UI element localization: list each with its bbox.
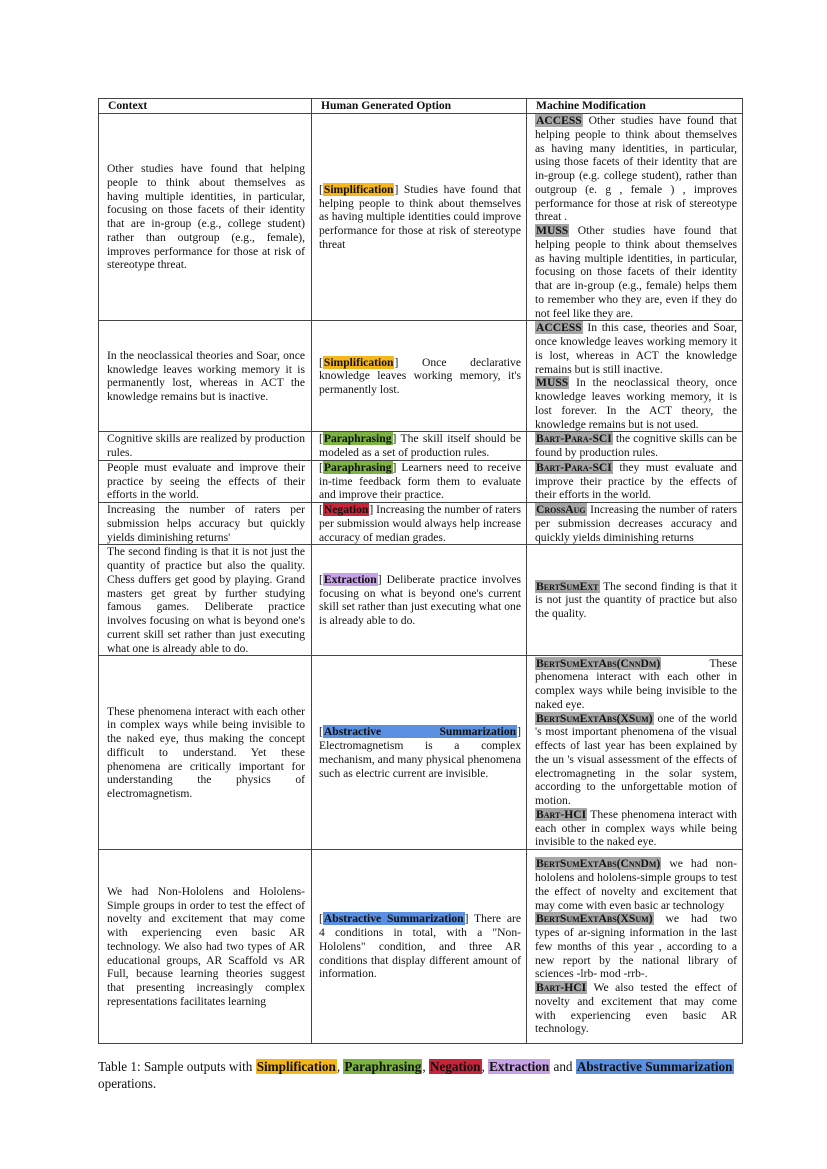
machine-modification-cell (527, 460, 743, 502)
context-cell (99, 114, 312, 321)
machine-output (535, 503, 737, 544)
table-row (99, 850, 743, 1044)
context-text: Cognitive skills are realized by production rules. (107, 432, 305, 459)
model-label: Bart-HCI (536, 981, 587, 995)
human-option-cell: [Paraphrasing] The skill itself should be modeled as a set of production rules. (312, 432, 527, 461)
caption-prefix: Table 1: Sample outputs with (98, 1059, 256, 1074)
model-output-text: Other studies have found that helping people to think about themselves as having multiple identities, in particular, focusing on those facets of their identity that are in-group (e.g., female) helps them to remember who they are, even if they do not feel like they are. (535, 224, 737, 320)
model-label: Bart-Para-SCI (536, 460, 612, 474)
human-option-text: Learners need to receive in-time feedback form them to evaluate and improve their practice. (319, 460, 521, 502)
operation-tag: Abstractive Summarization (323, 725, 517, 739)
model-output-text: we had non-hololens and hololens-simple groups to test the effect of novelty and excitement that may come with even basic ar technology (535, 857, 737, 912)
model-label: BertSumExt (536, 579, 599, 593)
context-cell (99, 503, 312, 545)
caption-and: and (553, 1059, 573, 1074)
machine-modification-cell (527, 545, 743, 656)
machine-output (535, 808, 737, 849)
model-output-text: the cognitive skills can be found by production rules. (535, 432, 737, 459)
machine-output (535, 912, 737, 981)
human-option-cell: [Simplification] Studies have found that helping people to think about themselves as having multiple identities could improve performance for those at risk of stereotype threat (312, 114, 527, 321)
table-body (99, 114, 743, 1044)
human-option-cell: [Paraphrasing] Learners need to receive in-time feedback form them to evaluate and improve their practice. (312, 460, 527, 502)
operation-tag: Paraphrasing (323, 460, 392, 474)
human-option-cell: [Simplification] Once declarative knowledge leaves working memory, it's permanently lost. (312, 321, 527, 432)
caption-tag-extraction: Extraction (489, 1059, 550, 1074)
model-label: MUSS (536, 224, 569, 237)
human-option-cell: [Abstractive Summarization] There are 4 conditions in total, with a "Non-Hololens" condition, and three AR conditions that display different amount of information. (312, 850, 527, 1044)
caption-tag-abstractive-summarization: Abstractive Summarization (576, 1059, 733, 1074)
human-option-text: There are 4 conditions in total, with a "Non-Hololens" condition, and three AR conditions that display different amount of information. (319, 912, 521, 981)
model-output-text: Other studies have found that helping people to think about themselves as having many identities, in particular, using those facets of their identity that are in-group (e.g. college student), rather than outgroup (e. g , female ) , improves performance for those at risk of stereotype threat . (535, 114, 738, 224)
model-label: MUSS (536, 376, 569, 390)
table-row (99, 432, 743, 461)
machine-modification-cell (527, 850, 743, 1044)
machine-output (535, 224, 737, 320)
model-label: ACCESS (536, 114, 582, 127)
machine-modification-cell (527, 656, 743, 850)
context-cell (99, 850, 312, 1044)
context-text: These phenomena interact with each other in complex ways while being invisible to the naked eye, thus making the concept difficult to understand. Yet these phenomena are critically important for understanding the physics of electromagnetism. (107, 704, 305, 801)
machine-modification-cell (527, 432, 743, 461)
model-label: Bart-HCI (536, 807, 587, 821)
machine-output (535, 857, 737, 912)
machine-output (535, 321, 737, 376)
machine-modification-cell (527, 114, 743, 321)
operation-tag: Abstractive Summarization (323, 912, 464, 926)
operation-tag: Extraction (323, 572, 377, 586)
machine-output (535, 376, 737, 431)
context-cell (99, 432, 312, 461)
model-label: BertSumExtAbs(XSum) (536, 912, 653, 926)
human-option-text: Deliberate practice involves focusing on what is beyond one's current skill set rather than just executing what one is already able to do. (319, 572, 522, 627)
header-context: Context (99, 99, 312, 114)
machine-output (535, 712, 737, 808)
context-text: Other studies have found that helping people to think about themselves as having multiple identities, in particular, focusing on those facets of their identity that are in-group (e.g., college student) rather than outgroup (e.g., female), improves performance for those at risk of stereotype threat. (107, 162, 305, 272)
model-output-text: we had two types of ar-signing information in the last few months of this year , according to a new report by the national library of sciences -lrb- mod -rrb-. (535, 912, 737, 981)
table-row (99, 656, 743, 850)
model-output-text: The second finding is that it is not just the quantity of practice but also the quality. (535, 579, 737, 621)
caption-tag-negation: Negation (429, 1059, 481, 1074)
machine-output (535, 981, 737, 1036)
machine-output (535, 432, 737, 460)
table-row (99, 321, 743, 432)
model-label: BertSumExtAbs(XSum) (536, 711, 653, 725)
machine-output (535, 580, 737, 621)
human-option-text: Increasing the number of raters per submission would always help increase accuracy of median grades. (319, 503, 521, 544)
model-label: CrossAug (536, 503, 586, 516)
model-output-text: they must evaluate and improve their practice by the effects of their efforts in the world. (535, 460, 737, 502)
operation-tag: Simplification (323, 355, 394, 369)
model-output-text: In this case, theories and Soar, once knowledge leaves working memory it is lost, whereas in ACT the knowledge remains but is still inactive. (535, 321, 738, 376)
context-text: In the neoclassical theories and Soar, once knowledge leaves working memory it is permanently lost, whereas in ACT the knowledge remains but is inactive. (107, 348, 305, 403)
header-human-option: Human Generated Option (312, 99, 527, 114)
caption-tag-paraphrasing: Paraphrasing (344, 1059, 422, 1074)
context-cell (99, 460, 312, 502)
human-option-text: Electromagnetism is a complex mechanism, and many physical phenomena such as electric current are invisible. (319, 739, 521, 780)
context-cell (99, 545, 312, 656)
context-cell (99, 656, 312, 850)
human-option-text: Studies have found that helping people to think about themselves as having multiple identities could improve performance for those at risk of stereotype threat (319, 182, 521, 251)
machine-modification-cell (527, 321, 743, 432)
model-output-text: These phenomena interact with each other in complex ways while being invisible to the naked eye. (535, 807, 737, 849)
table-row (99, 460, 743, 502)
machine-output (535, 114, 737, 224)
human-option-cell: [Negation] Increasing the number of raters per submission would always help increase accuracy of median grades. (312, 503, 527, 545)
context-text: We had Non-Hololens and Hololens-Simple groups in order to test the effect of novelty and excitement that may come with experiencing even basic AR technology. We also had two types of AR educational groups, AR Scaffold vs AR Full, because learning theories suggest that presenting increasingly complex representations facilitates learning (107, 884, 305, 1008)
context-text: Increasing the number of raters per submission helps accuracy but quickly yields diminishing returns' (107, 503, 305, 544)
model-label: BertSumExtAbs(CnnDm) (536, 656, 661, 670)
operation-tag: Paraphrasing (323, 432, 392, 446)
model-label: Bart-Para-SCI (536, 432, 612, 446)
human-option-cell: [Extraction] Deliberate practice involves focusing on what is beyond one's current skill set rather than just executing what one is already able to do. (312, 545, 527, 656)
model-output-text: Increasing the number of raters per submission decreases accuracy and quickly yields diminishing returns (535, 503, 737, 544)
operation-tag: Negation (323, 503, 369, 516)
table-row (99, 114, 743, 321)
caption-suffix: operations. (98, 1076, 157, 1091)
results-table-container (98, 98, 742, 1044)
model-output-text: In the neoclassical theory, once knowledge leaves working memory, it is lost forever. In the ACT theory, the knowledge remains but is not used. (535, 376, 737, 431)
header-machine-modification: Machine Modification (527, 99, 743, 114)
context-cell (99, 321, 312, 432)
model-output-text: We also tested the effect of novelty and excitement that may come with experiencing even basic AR technology. (535, 981, 737, 1036)
model-label: BertSumExtAbs(CnnDm) (536, 857, 661, 871)
human-option-cell: [Abstractive Summarization] Electromagnetism is a complex mechanism, and many physical phenomena such as electric current are invisible. (312, 656, 527, 850)
caption-tag-simplification: Simplification (256, 1059, 336, 1074)
operation-tag: Simplification (323, 182, 394, 196)
table-header-row (99, 99, 743, 114)
human-option-text: The skill itself should be modeled as a set of production rules. (319, 432, 521, 459)
table-row (99, 545, 743, 656)
context-text: People must evaluate and improve their practice by seeing the effects of their efforts in the world. (107, 460, 305, 502)
table-row (99, 503, 743, 545)
table-caption: Table 1: Sample outputs with Simplification, Paraphrasing, Negation, Extraction and Abstractive Summarization operations. (98, 1059, 733, 1091)
model-label: ACCESS (536, 321, 582, 335)
machine-output (535, 657, 737, 712)
sample-outputs-table (98, 98, 743, 1044)
model-output-text: one of the world 's most important phenomena of the visual effects of last year has been explained by the un 's visual assessment of the effects of electromagneting in the solar system, according to the unforgettable motion of motion. (535, 711, 737, 807)
context-text: The second finding is that it is not just the quantity of practice but also the quality. Chess duffers get good by playing. Grand masters get great by further studying famous games. Deliberate practice involves focusing on what is beyond one's current skill set rather than just executing what one is already able to do. (107, 545, 305, 655)
machine-output (535, 461, 737, 502)
model-output-text: These phenomena interact with each other in complex ways while being invisible to the naked eye. (535, 656, 737, 711)
machine-modification-cell (527, 503, 743, 545)
human-option-text: Once declarative knowledge leaves working memory, it's permanently lost. (319, 355, 521, 397)
